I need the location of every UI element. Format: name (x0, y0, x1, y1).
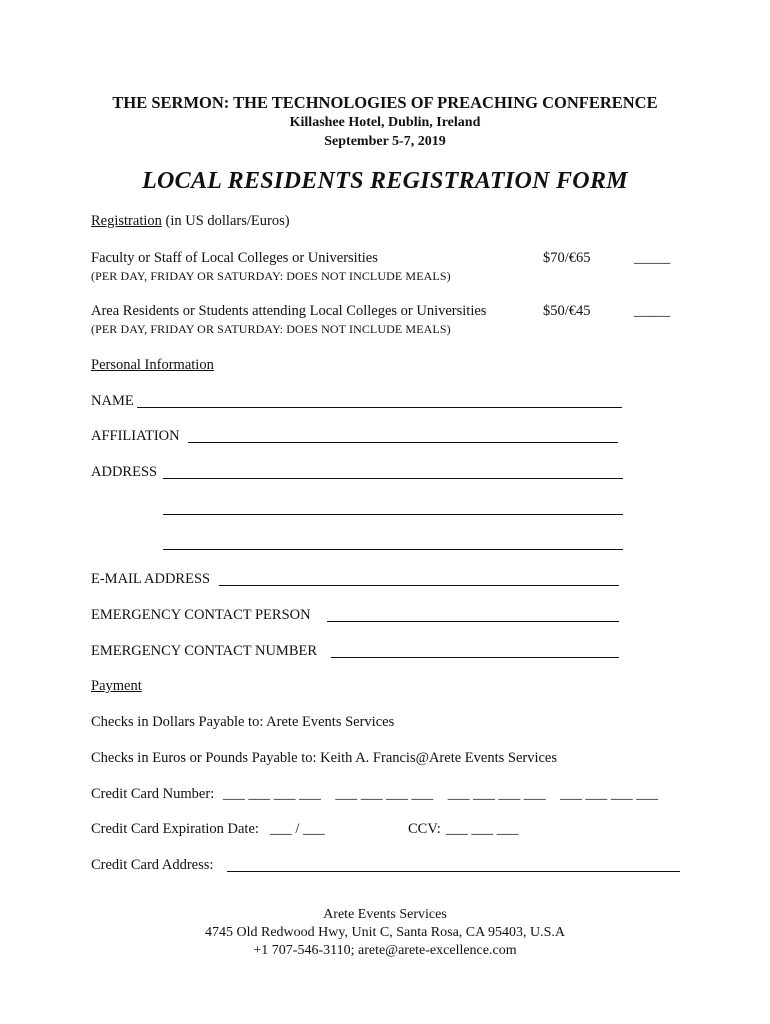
registration-option-checkbox[interactable]: _____ (634, 303, 671, 319)
registration-option-label: Faculty or Staff of Local Colleges or Universities (91, 250, 378, 266)
address-field-line-1[interactable] (163, 478, 623, 479)
ccv-field[interactable]: ___ ___ ___ (446, 821, 519, 837)
personal-info-heading: Personal Information (91, 357, 214, 373)
emergency-number-label: EMERGENCY CONTACT NUMBER (91, 643, 318, 659)
address-field-line-2[interactable] (163, 514, 623, 515)
checks-dollars-text: Checks in Dollars Payable to: Arete Events Services (91, 714, 395, 730)
footer-org: Arete Events Services (323, 907, 447, 922)
address-field-line-3[interactable] (163, 549, 623, 550)
cc-number-label: Credit Card Number: (91, 786, 215, 802)
cc-address-label: Credit Card Address: (91, 857, 214, 873)
emergency-person-label: EMERGENCY CONTACT PERSON (91, 607, 311, 623)
registration-note: (in US dollars/Euros) (161, 213, 290, 229)
registration-option-price: $70/€65 (543, 250, 591, 266)
cc-number-field[interactable]: ___ ___ ___ ___ ___ ___ ___ ___ ___ ___ ___ ___ ___ ___ ___ ___ (223, 786, 658, 802)
registration-heading-row (91, 213, 290, 230)
venue-line: Killashee Hotel, Dublin, Ireland (289, 115, 481, 130)
address-label: ADDRESS (91, 464, 158, 480)
email-label: E-MAIL ADDRESS (91, 571, 211, 587)
cc-exp-label: Credit Card Expiration Date: (91, 821, 259, 837)
checks-euros-text: Checks in Euros or Pounds Payable to: Keith A. Francis@Arete Events Services (91, 750, 557, 766)
emergency-person-field[interactable] (327, 621, 619, 622)
registration-option-checkbox[interactable]: _____ (634, 250, 671, 266)
cc-exp-field[interactable]: ___ / ___ (270, 821, 325, 837)
registration-option-label: Area Residents or Students attending Local Colleges or Universities (91, 303, 487, 319)
payment-heading: Payment (91, 678, 142, 694)
ccv-label: CCV: (408, 821, 441, 837)
dates-line: September 5-7, 2019 (324, 134, 446, 149)
affiliation-field[interactable] (188, 442, 618, 443)
emergency-number-field[interactable] (331, 657, 619, 658)
registration-heading: Registration (91, 213, 162, 229)
name-label: NAME (91, 393, 134, 409)
footer-address: 4745 Old Redwood Hwy, Unit C, Santa Rosa, CA 95403, U.S.A (205, 925, 565, 940)
affiliation-label: AFFILIATION (91, 428, 180, 444)
registration-option-note: (PER DAY, FRIDAY OR SATURDAY: DOES NOT INCLUDE MEALS) (91, 322, 451, 336)
footer-contact: +1 707-546-3110; arete@arete-excellence.com (253, 943, 517, 958)
form-title: LOCAL RESIDENTS REGISTRATION FORM (142, 168, 628, 194)
registration-option-note: (PER DAY, FRIDAY OR SATURDAY: DOES NOT INCLUDE MEALS) (91, 269, 451, 283)
cc-address-field[interactable] (227, 871, 680, 872)
email-field[interactable] (219, 585, 619, 586)
registration-option-price: $50/€45 (543, 303, 591, 319)
conference-title: THE SERMON: THE TECHNOLOGIES OF PREACHING CONFERENCE (112, 93, 658, 112)
name-field[interactable] (137, 407, 622, 408)
